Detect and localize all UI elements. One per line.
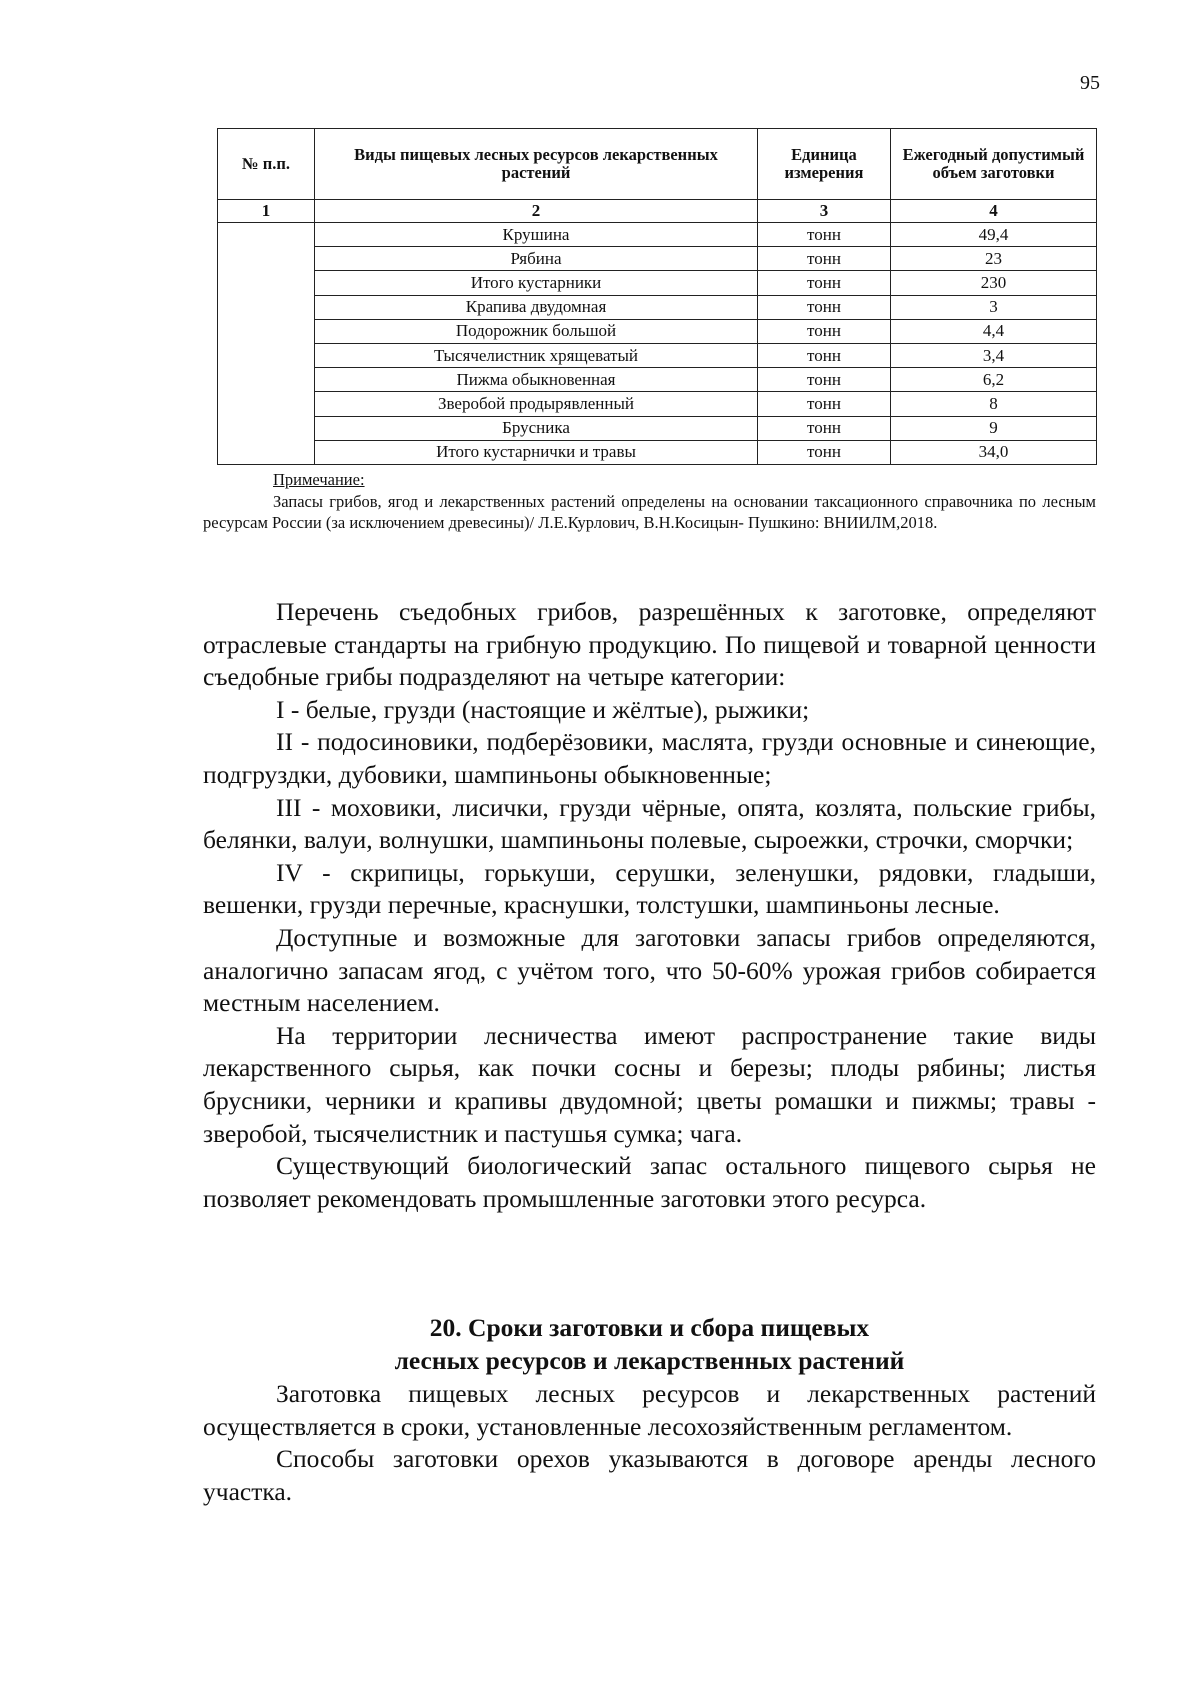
- resource-unit: тонн: [758, 319, 891, 343]
- resource-name: Итого кустарники: [315, 271, 758, 295]
- column-number: 2: [315, 200, 758, 223]
- section-heading: [203, 1312, 1096, 1377]
- table-row: [218, 343, 1097, 367]
- resource-value: 8: [891, 392, 1097, 416]
- resource-value: 49,4: [891, 223, 1097, 247]
- table-row: [218, 247, 1097, 271]
- table-row: [218, 295, 1097, 319]
- resource-name: Пижма обыкновенная: [315, 368, 758, 392]
- empty-number-cell: [218, 223, 315, 465]
- column-number: 3: [758, 200, 891, 223]
- paragraph: IV - скрипицы, горькуши, серушки, зеленушки, рядовки, гладыши, вешенки, грузди перечные, краснушки, толстушки, шампиньоны лесные.: [203, 857, 1096, 920]
- table-row: [218, 319, 1097, 343]
- resource-value: 23: [891, 247, 1097, 271]
- header-number: № п.п.: [218, 129, 315, 200]
- resource-unit: тонн: [758, 247, 891, 271]
- resource-name: Тысячелистник хрящеватый: [315, 343, 758, 367]
- table-row: [218, 440, 1097, 464]
- resource-value: 3,4: [891, 343, 1097, 367]
- resource-value: 4,4: [891, 319, 1097, 343]
- paragraph: III - моховики, лисички, грузди чёрные, опята, козлята, польские грибы, белянки, валуи, волнушки, шампиньоны полевые, сыроежки, строчки, сморчки;: [203, 792, 1096, 855]
- section-heading-line: 20. Сроки заготовки и сбора пищевых: [429, 1313, 870, 1342]
- resource-name: Итого кустарнички и травы: [315, 440, 758, 464]
- resource-unit: тонн: [758, 416, 891, 440]
- paragraph: На территории лесничества имеют распространение такие виды лекарственного сырья, как почки сосны и березы; плоды рябины; листья брусники, черники и крапивы двудомной; цветы ромашки и пижмы; травы - зверобой, тысячелистник и пастушья сумка; чага.: [203, 1020, 1096, 1148]
- resource-name: Крушина: [315, 223, 758, 247]
- section-heading-line: лесных ресурсов и лекарственных растений: [394, 1345, 905, 1375]
- resource-value: 34,0: [891, 440, 1097, 464]
- resource-name: Крапива двудомная: [315, 295, 758, 319]
- table-row: [218, 416, 1097, 440]
- paragraph: Существующий биологический запас остального пищевого сырья не позволяет рекомендовать промышленные заготовки этого ресурса.: [203, 1151, 1096, 1213]
- paragraph: Заготовка пищевых лесных ресурсов и лекарственных растений осуществляется в сроки, установленные лесохозяйственным регламентом.: [203, 1379, 1096, 1441]
- page-number: 95: [1080, 72, 1100, 94]
- column-number-row: [218, 200, 1097, 223]
- header-resource-type: Виды пищевых лесных ресурсов лекарственных растений: [315, 129, 758, 200]
- resources-table: [217, 128, 1097, 465]
- resource-value: 6,2: [891, 368, 1097, 392]
- header-annual-volume: Ежегодный допустимый объем заготовки: [891, 129, 1097, 200]
- note-title: Примечание:: [273, 470, 365, 489]
- resource-name: Рябина: [315, 247, 758, 271]
- paragraph: Перечень съедобных грибов, разрешённых к заготовке, определяют отраслевые стандарты на грибную продукцию. По пищевой и товарной ценности съедобные грибы подразделяют на четыре категории:: [203, 597, 1096, 692]
- table-row: [218, 271, 1097, 295]
- paragraph: II - подосиновики, подберёзовики, маслята, грузди основные и синеющие, подгруздки, дубовики, шампиньоны обыкновенные;: [203, 727, 1096, 789]
- table-header-row: [218, 129, 1097, 200]
- header-unit: Единица измерения: [758, 129, 891, 200]
- resource-name: Подорожник большой: [315, 319, 758, 343]
- section-text: [203, 1378, 1096, 1508]
- paragraph: I - белые, грузди (настоящие и жёлтые), рыжики;: [276, 694, 810, 724]
- table-row: [218, 223, 1097, 247]
- resource-unit: тонн: [758, 392, 891, 416]
- resource-value: 3: [891, 295, 1097, 319]
- column-number: 1: [218, 200, 315, 223]
- resource-value: 230: [891, 271, 1097, 295]
- paragraph: Способы заготовки орехов указываются в договоре аренды лесного участка.: [203, 1444, 1096, 1506]
- main-text: [203, 596, 1096, 1215]
- resource-name: Зверобой продырявленный: [315, 392, 758, 416]
- resource-value: 9: [891, 416, 1097, 440]
- column-number: 4: [891, 200, 1097, 223]
- resource-unit: тонн: [758, 440, 891, 464]
- table-row: [218, 392, 1097, 416]
- resource-unit: тонн: [758, 368, 891, 392]
- resource-unit: тонн: [758, 223, 891, 247]
- paragraph: Доступные и возможные для заготовки запасы грибов определяются, аналогично запасам ягод, с учётом того, что 50-60% урожая грибов собирается местным населением.: [203, 922, 1096, 1018]
- resource-unit: тонн: [758, 295, 891, 319]
- note-text: Запасы грибов, ягод и лекарственных растений определены на основании таксационного справочника по лесным ресурсам России (за исключением древесины)/ Л.Е.Курлович, В.Н.Косицын- Пушкино: ВНИИЛМ,2018.: [203, 492, 1096, 532]
- resource-unit: тонн: [758, 271, 891, 295]
- resource-name: Брусника: [315, 416, 758, 440]
- table-row: [218, 368, 1097, 392]
- resource-unit: тонн: [758, 343, 891, 367]
